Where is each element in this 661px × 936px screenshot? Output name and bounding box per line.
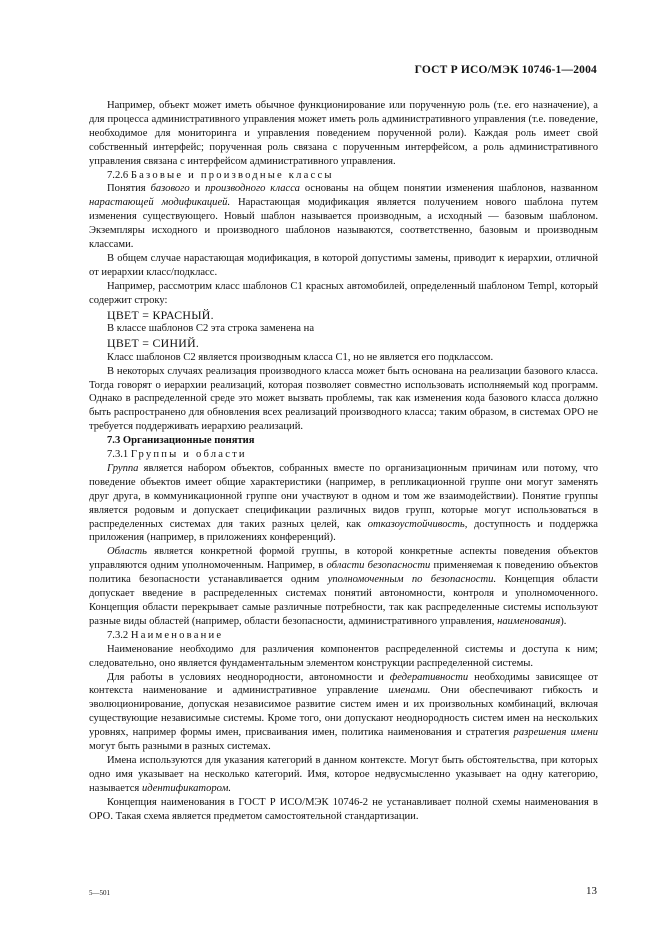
paragraph: Класс шаблонов С2 является производным класса С1, но не является его подклассом. <box>107 351 494 363</box>
paragraph: Понятия базового и производного класса основаны на общем понятии изменения шаблонов, названном нарастающей модификацией. Нарастающая модификация является получением нового шаблона путем изменения существующего. Новый шаблон называется производным, а исходный — базовым шаблоном. Экземпляры исходного и производного шаблонов называются, соответственно, базовым и производным классами. <box>89 183 598 251</box>
paragraph: Группа является набором объектов, собранных вместе по организационным причинам или потому, что поведение объектов имеет общие характеристики (например, в репликационной группе они могут заменять друг друга, в коммуникационной группе они участвуют в одном и том же взаимодействии). Понятие группы является родовым и допускает спецификации различных видов групп, которые могут использоваться в распределенных системах для таких разных целей, как отказоустойчивость, доступность и поддержка приложения (например, в приложениях конференций). <box>89 462 598 544</box>
section-heading-7-3-2 <box>89 629 598 643</box>
section-title: Наименование <box>130 629 224 641</box>
code-line: ЦВЕТ = КРАСНЫЙ. <box>107 307 214 322</box>
document-header: ГОСТ Р ИСО/МЭК 10746-1—2004 <box>414 64 597 76</box>
print-code: 5—501 <box>89 889 110 897</box>
section-number: 7.2.6 <box>107 169 129 181</box>
paragraph: Область является конкретной формой группы, в которой конкретные аспекты поведения объектов управляются одним уполномоченным. Например, в области безопасности применяемая к поведению объектов политика безопасности устанавливается одним уполномоченным по безопасности. Концепция области допускает введение в распределенных системах понятий автономности, контроля и уполномоченного. Концепция области перекрывает самые различные потребности, так как распределенные системы используют разные виды областей (например, области безопасности, административного управления, наименования). <box>89 546 598 627</box>
paragraph: В общем случае нарастающая модификация, в которой допустимы замены, приводит к иерархии, отличной от иерархии класс/подкласс. <box>89 252 598 278</box>
paragraph: Наименование необходимо для различения компонентов распределенной системы и доступа к ним; следовательно, оно является фундаментальным элементом конструкции распределенной системы. <box>89 643 598 669</box>
paragraph: В классе шаблонов С2 эта строка заменена на <box>107 323 315 335</box>
page-number: 13 <box>586 885 597 897</box>
code-line: ЦВЕТ = СИНИЙ. <box>107 336 200 351</box>
paragraph: Концепция наименования в ГОСТ Р ИСО/МЭК 10746-2 не устанавливает полной схемы наименования в ОРО. Такая схема является предметом самостоятельной стандартизации. <box>89 796 598 822</box>
paragraph: Например, объект может иметь обычное функционирование или порученную роль (т.е. его назначение), а для процесса административного управления может иметь роль административного управления (т.е. поведение, необходимое для мониторинга и управления поведением порученной роли). Каждая роль имеет свой собственный интерфейс; порученная роль связана с порученным интерфейсом, а роль административного управления связана с интерфейсом административного управления. <box>89 100 598 167</box>
section-number: 7.3.1 <box>107 449 129 461</box>
paragraph: В некоторых случаях реализация производного класса может быть основана на реализации базового класса. Тогда говорят о иерархии реализаций, которая позволяет совместно использовать исполняемый код программ. Однако в распределенной среде это может вызвать проблемы, так как изменения кода базового класса должно быть распространено для обновления всех реализаций производного класса; таким образом, в системах ОРО не требуется поддерживать иерархию реализаций. <box>89 365 598 433</box>
paragraph: Для работы в условиях неоднородности, автономности и федеративности необходимы зависящее от контекста наименование и административное управление именами. Они обеспечивают гибкость и эволюционирование, допуская независимое развитие систем имен и их произвольных комбинаций, включая существующие независимые системы. Кроме того, они допускают неоднородность систем имен на нескольких уровнях, например формы имен, присваивания имен, политика наименования и стратегия разрешения имени могут быть разными в разных системах. <box>89 671 599 753</box>
section-title: Базовые и производные классы <box>130 169 334 181</box>
section-title: Группы и области <box>130 449 247 461</box>
section-heading-7-2-6 <box>89 169 598 183</box>
section-heading-7-3: 7.3 Организационные понятия <box>107 435 255 447</box>
paragraph: Имена используются для указания категорий в данном контексте. Могут быть обстоятельства, при которых одно имя указывает на несколько категорий. Имя, которое недвусмысленно указывает на одну категорию, называется идентификатором. <box>89 754 598 794</box>
document-body <box>89 99 598 824</box>
section-heading-7-3-1 <box>89 448 598 462</box>
section-number: 7.3.2 <box>107 629 129 641</box>
paragraph: Например, рассмотрим класс шаблонов С1 красных автомобилей, определенный шаблоном Templ, который содержит строку: <box>89 280 598 306</box>
